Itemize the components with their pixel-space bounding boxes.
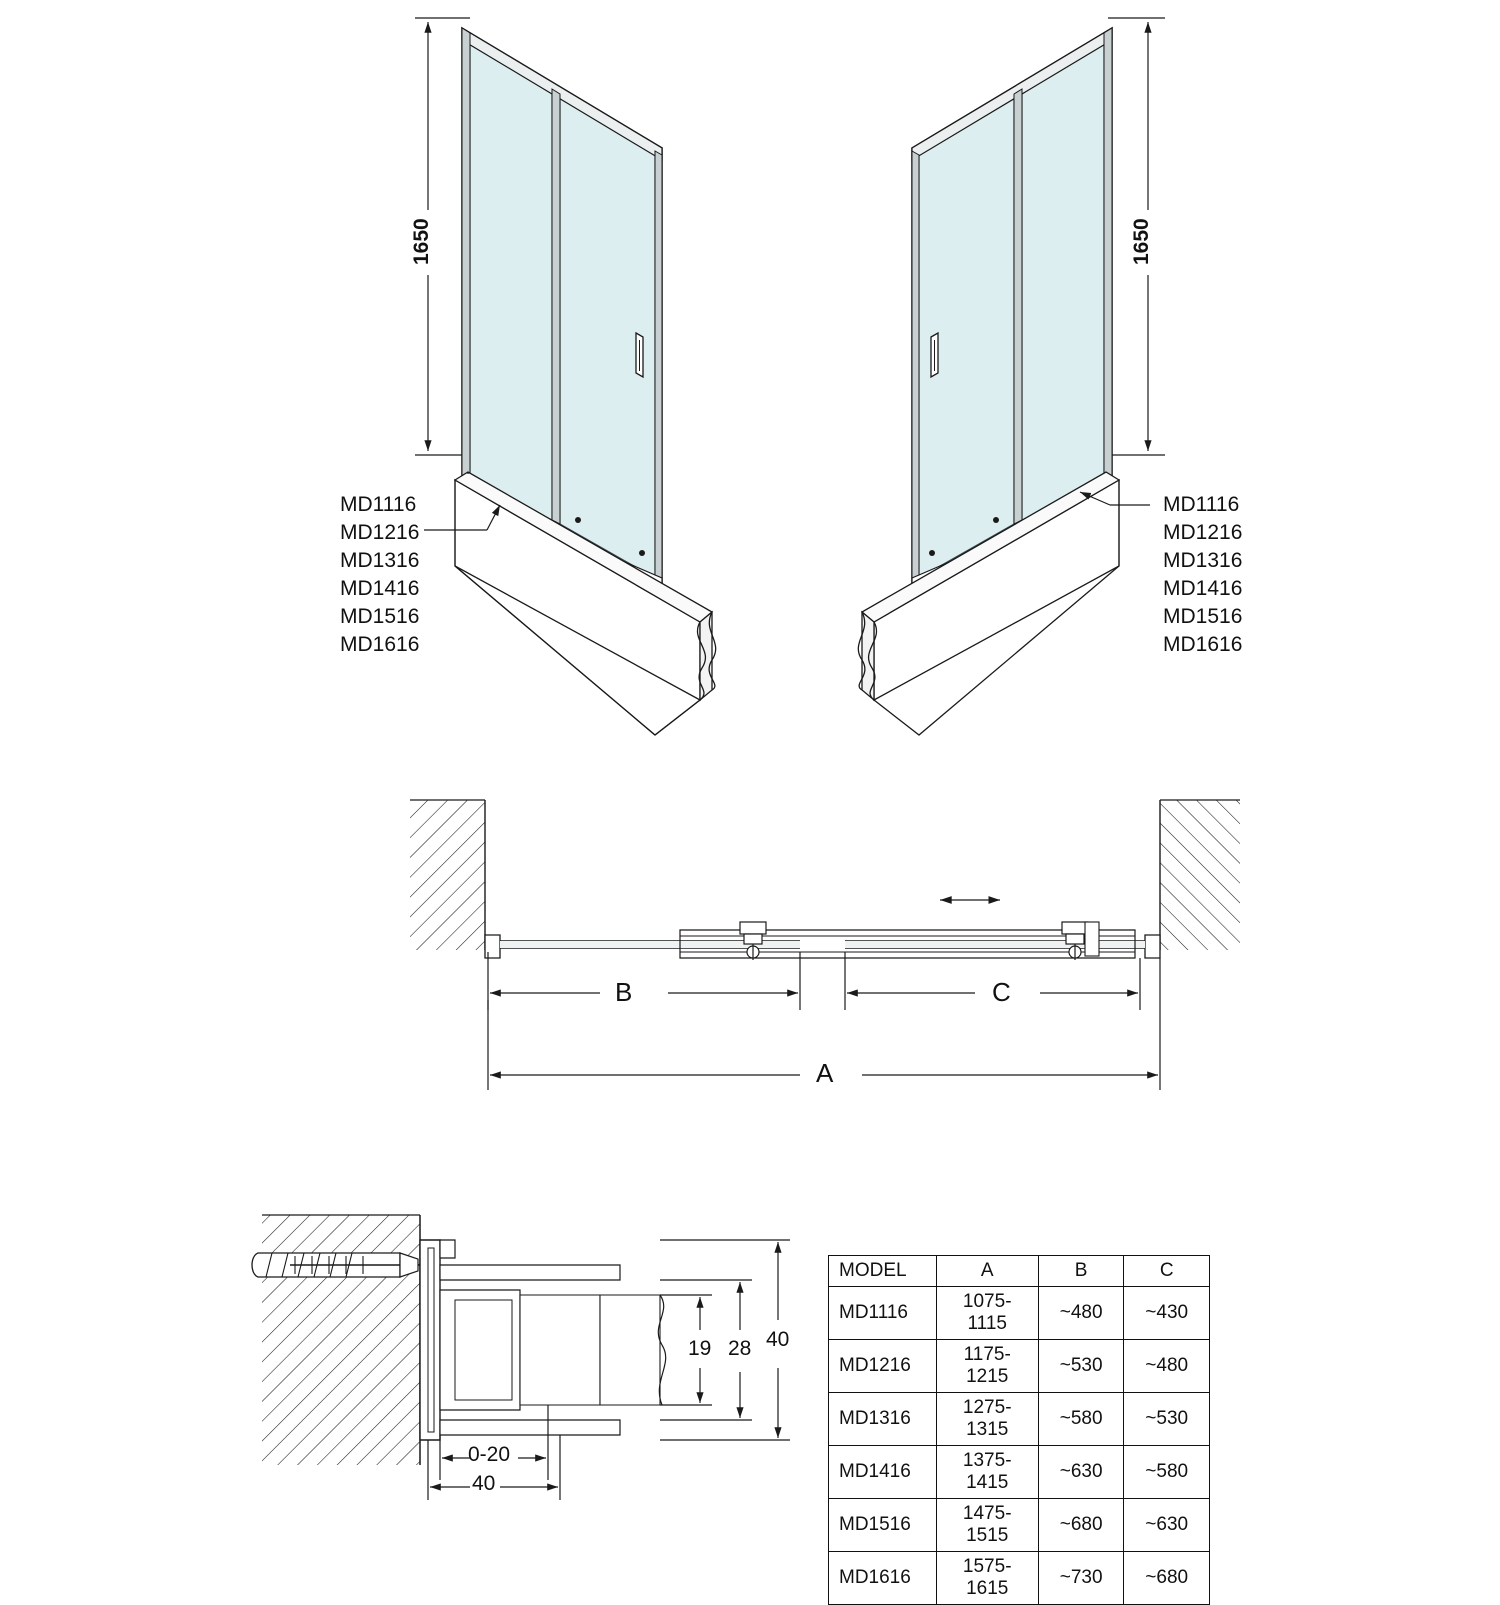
cell-c: ~530 bbox=[1124, 1393, 1210, 1446]
table-row bbox=[829, 1446, 1210, 1499]
model-label-left-0: MD1116 bbox=[340, 493, 417, 516]
cell-b: ~630 bbox=[1038, 1446, 1124, 1499]
table-row bbox=[829, 1499, 1210, 1552]
table-header-c: C bbox=[1124, 1256, 1210, 1287]
cell-model: MD1616 bbox=[829, 1552, 937, 1605]
dim-1650-left: 1650 bbox=[410, 218, 433, 265]
table-header-a: A bbox=[936, 1256, 1038, 1287]
table-row bbox=[829, 1340, 1210, 1393]
cell-b: ~580 bbox=[1038, 1393, 1124, 1446]
cell-c: ~680 bbox=[1124, 1552, 1210, 1605]
cell-model: MD1116 bbox=[829, 1287, 937, 1340]
cell-model: MD1216 bbox=[829, 1340, 937, 1393]
dim-0-20-label: 0-20 bbox=[468, 1443, 511, 1466]
table-row bbox=[829, 1287, 1210, 1340]
cell-b: ~730 bbox=[1038, 1552, 1124, 1605]
table-header-row bbox=[829, 1256, 1210, 1287]
cell-a: 1575-1615 bbox=[936, 1552, 1038, 1605]
cell-model: MD1516 bbox=[829, 1499, 937, 1552]
model-label-left-3: MD1416 bbox=[340, 577, 420, 600]
cell-b: ~530 bbox=[1038, 1340, 1124, 1393]
cell-c: ~430 bbox=[1124, 1287, 1210, 1340]
table-row bbox=[829, 1552, 1210, 1605]
model-label-right-3: MD1416 bbox=[1163, 577, 1243, 600]
dim-40-bottom-label: 40 bbox=[472, 1472, 496, 1495]
model-label-right-5: MD1616 bbox=[1163, 633, 1243, 656]
cell-model: MD1416 bbox=[829, 1446, 937, 1499]
table-header-b: B bbox=[1038, 1256, 1124, 1287]
cell-c: ~630 bbox=[1124, 1499, 1210, 1552]
dim-a-label: A bbox=[816, 1058, 834, 1088]
model-label-right-2: MD1316 bbox=[1163, 549, 1243, 572]
dim-b-label: B bbox=[615, 977, 633, 1007]
model-label-left-1: MD1216 bbox=[340, 521, 420, 544]
model-label-right-0: MD1116 bbox=[1163, 493, 1240, 516]
model-label-left-2: MD1316 bbox=[340, 549, 420, 572]
cell-b: ~680 bbox=[1038, 1499, 1124, 1552]
dim-28-label: 28 bbox=[728, 1337, 752, 1360]
cell-c: ~480 bbox=[1124, 1340, 1210, 1393]
cell-model: MD1316 bbox=[829, 1393, 937, 1446]
cell-a: 1075-1115 bbox=[936, 1287, 1038, 1340]
dim-c-label: C bbox=[992, 977, 1011, 1007]
model-label-left-4: MD1516 bbox=[340, 605, 420, 628]
cell-a: 1375-1415 bbox=[936, 1446, 1038, 1499]
cell-a: 1175-1215 bbox=[936, 1340, 1038, 1393]
cell-b: ~480 bbox=[1038, 1287, 1124, 1340]
table-row bbox=[829, 1393, 1210, 1446]
cell-a: 1475-1515 bbox=[936, 1499, 1038, 1552]
model-label-right-4: MD1516 bbox=[1163, 605, 1243, 628]
dim-19-label: 19 bbox=[688, 1337, 712, 1360]
dim-40-right-label: 40 bbox=[766, 1328, 790, 1351]
cell-a: 1275-1315 bbox=[936, 1393, 1038, 1446]
dim-1650-right: 1650 bbox=[1130, 218, 1153, 265]
cell-c: ~580 bbox=[1124, 1446, 1210, 1499]
models-table bbox=[828, 1255, 1210, 1605]
model-label-left-5: MD1616 bbox=[340, 633, 420, 656]
model-label-right-1: MD1216 bbox=[1163, 521, 1243, 544]
table-header-model: MODEL bbox=[829, 1256, 937, 1287]
